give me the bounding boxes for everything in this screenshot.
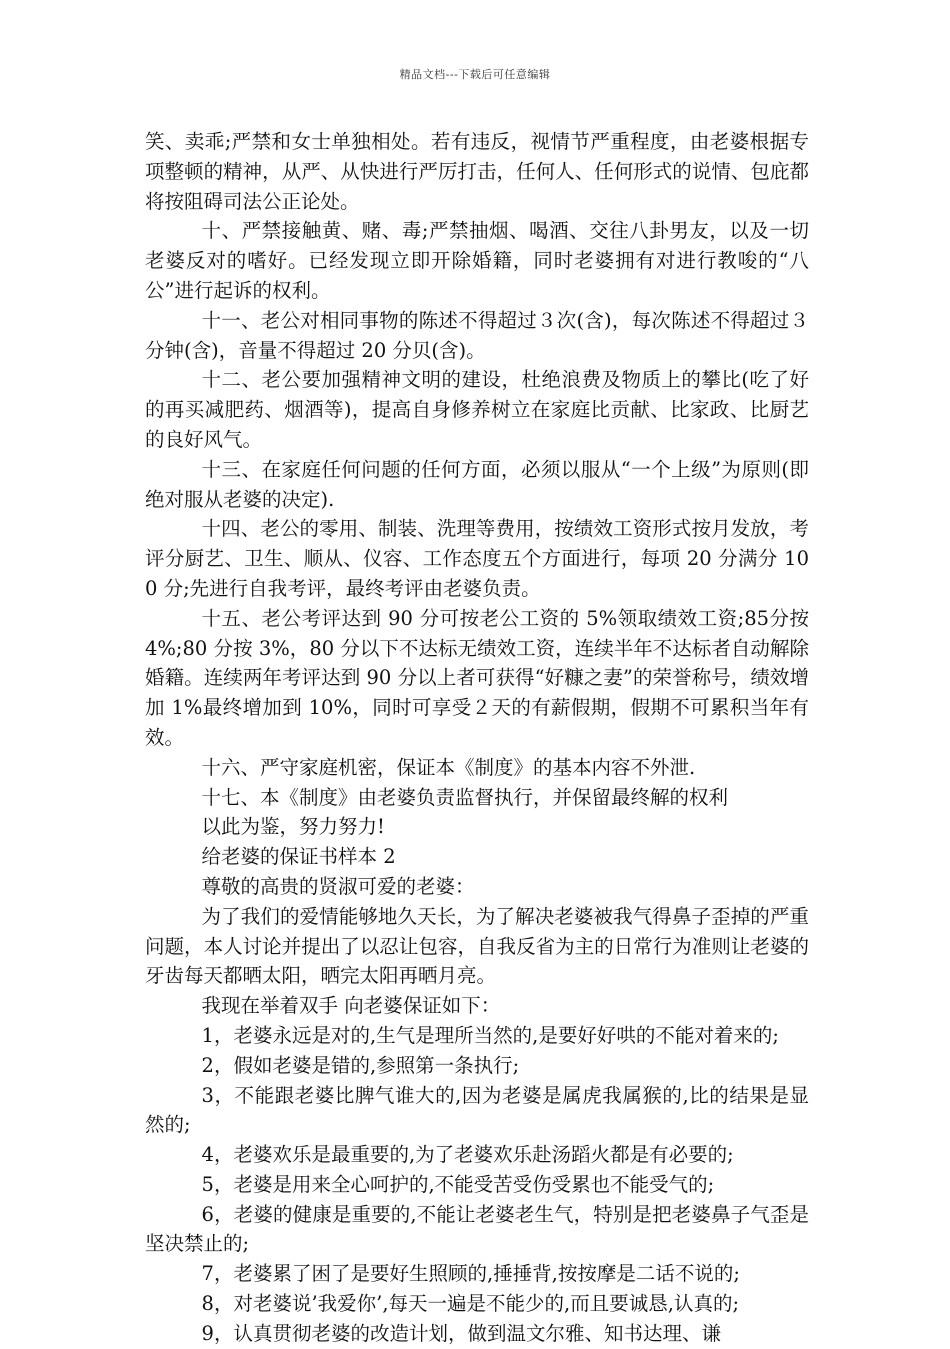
paragraph-14: 我现在举着双手 向老婆保证如下：	[201, 994, 501, 1018]
paragraph-1: 笑、卖乖;严禁和女士单独相处。若有违反，视情节严重程度，由老婆根据专项整顿的精神，从严、从快进行严厉打击，任何人、任何形式的说情、包庇都将按阻碍司法公正论处。	[145, 130, 809, 213]
paragraph-20: 6，老婆的健康是重要的,不能让老婆老生气，特别是把老婆鼻子气歪是坚决禁止的;	[145, 1202, 809, 1256]
page-header: 精品文档---下载后可任意编辑	[399, 68, 551, 81]
paragraph-3: 十一、老公对相同事物的陈述不得超过３次(含)，每次陈述不得超过３分钟(含)，音量不得超过 20 分贝(含)。	[145, 308, 809, 362]
document-body	[145, 127, 809, 1349]
paragraph-23: 9，认真贯彻老婆的改造计划，做到温文尔雅、知书达理、谦	[201, 1321, 721, 1345]
paragraph-19: 5，老婆是用来全心呵护的,不能受苦受伤受累也不能受气的;	[201, 1172, 715, 1196]
paragraph-17: 3，不能跟老婆比脾气谁大的,因为老婆是属虎我属猴的,比的结果是显然的;	[145, 1083, 809, 1137]
paragraph-8: 十六、严守家庭机密，保证本《制度》的基本内容不外泄.	[201, 755, 696, 779]
paragraph-4: 十二、老公要加强精神文明的建设，杜绝浪费及物质上的攀比(吃了好的再买减肥药、烟酒等)，提高自身修养树立在家庭比贡献、比家政、比厨艺的良好风气。	[145, 368, 809, 451]
paragraph-6: 十四、老公的零用、制装、洗理等费用，按绩效工资形式按月发放，考评分厨艺、卫生、顺从、仪容、工作态度五个方面进行，每项 20 分满分 100 分;先进行自我考评，最终考评由老婆负责。	[145, 517, 809, 600]
paragraph-12: 尊敬的高贵的贤淑可爱的老婆：	[201, 874, 475, 898]
paragraph-2: 十、严禁接触黄、赌、毒;严禁抽烟、喝酒、交往八卦男友，以及一切老婆反对的嗜好。已经发现立即开除婚籍，同时老婆拥有对进行教唆的“八公”进行起诉的权利。	[145, 219, 809, 302]
paragraph-21: 7，老婆累了困了是要好生照顾的,捶捶背,按按摩是二话不说的;	[201, 1262, 740, 1286]
paragraph-18: 4，老婆欢乐是最重要的,为了老婆欢乐赴汤蹈火都是有必要的;	[201, 1143, 734, 1167]
paragraph-22: 8，对老婆说’我爱你’,每天一遍是不能少的,而且要诚恳,认真的;	[201, 1292, 740, 1316]
paragraph-7: 十五、老公考评达到 90 分可按老公工资的 5%领取绩效工资;85分按 4%;80 分按 3%，80 分以下不达标无绩效工资，连续半年不达标者自动解除婚籍。连续两年考评达到 90 分以上者可获得“好糠之妻”的荣誉称号，绩效增加 1%最终增加到 10%，同时可享受２天的有薪假期，假期不可累积当年有效。	[145, 606, 809, 749]
paragraph-5: 十三、在家庭任何问题的任何方面，必须以服从“一个上级”为原则(即绝对服从老婆的决定).	[145, 457, 809, 511]
paragraph-11: 给老婆的保证书样本 2	[201, 845, 396, 869]
paragraph-9: 十七、本《制度》由老婆负责监督执行，并保留最终解的权利	[201, 785, 729, 809]
paragraph-16: 2，假如老婆是错的,参照第一条执行;	[201, 1053, 520, 1077]
paragraph-13: 为了我们的爱情能够地久天长，为了解决老婆被我气得鼻子歪掉的严重问题，本人讨论并提出了以忍让包容，自我反省为主的日常行为准则让老婆的牙齿每天都晒太阳，晒完太阳再晒月亮。	[145, 904, 809, 988]
paragraph-10: 以此为鉴，努力努力!	[201, 815, 385, 839]
paragraph-15: 1，老婆永远是对的,生气是理所当然的,是要好好哄的不能对着来的;	[201, 1023, 779, 1047]
